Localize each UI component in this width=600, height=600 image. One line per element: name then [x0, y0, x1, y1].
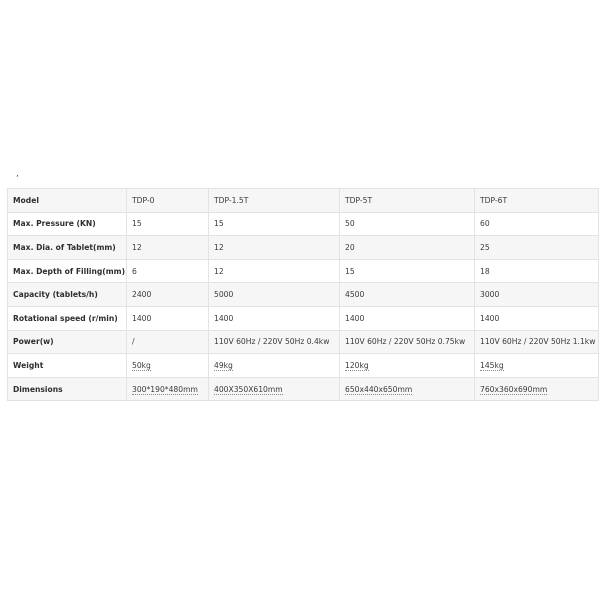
cell-tdp-0: [127, 377, 209, 401]
cell-tdp-1-5t: 12: [209, 259, 340, 283]
cell-tdp-1-5t: [209, 354, 340, 378]
cell-tdp-0: 15: [127, 212, 209, 236]
row-power: [8, 330, 599, 354]
row-max-dia: [8, 236, 599, 260]
cell-tdp-5t: TDP-5T: [340, 189, 475, 213]
cell-tdp-5t: [340, 377, 475, 401]
row-rotational-speed: [8, 306, 599, 330]
cell-tdp-0: 2400: [127, 283, 209, 307]
cell-tdp-1-5t: 15: [209, 212, 340, 236]
specifications-table: [7, 188, 599, 401]
cell-tdp-5t: [340, 354, 475, 378]
row-max-pressure: [8, 212, 599, 236]
row-weight: [8, 354, 599, 378]
row-label: Max. Dia. of Tablet(mm): [8, 236, 127, 260]
cell-tdp-1-5t: [209, 377, 340, 401]
cell-tdp-6t: 60: [475, 212, 599, 236]
cell-tdp-6t: 18: [475, 259, 599, 283]
row-label: Rotational speed (r/min): [8, 306, 127, 330]
row-label: Max. Pressure (KN): [8, 212, 127, 236]
row-dimensions: [8, 377, 599, 401]
cell-tdp-6t: 25: [475, 236, 599, 260]
cell-tdp-5t: 110V 60Hz / 220V 50Hz 0.75kw: [340, 330, 475, 354]
cell-tdp-0: [127, 354, 209, 378]
cell-tdp-1-5t: 110V 60Hz / 220V 50Hz 0.4kw: [209, 330, 340, 354]
weight-value: 120kg: [345, 360, 369, 370]
weight-value: 49kg: [214, 360, 233, 370]
cell-tdp-5t: 15: [340, 259, 475, 283]
cell-tdp-1-5t: TDP-1.5T: [209, 189, 340, 213]
weight-value: 50kg: [132, 360, 151, 370]
cell-tdp-0: 12: [127, 236, 209, 260]
cell-tdp-5t: 4500: [340, 283, 475, 307]
cell-tdp-5t: 1400: [340, 306, 475, 330]
row-capacity: [8, 283, 599, 307]
cell-tdp-6t: [475, 377, 599, 401]
cell-tdp-6t: 1400: [475, 306, 599, 330]
cell-tdp-0: 6: [127, 259, 209, 283]
dimensions-value: 760x360x690mm: [480, 384, 548, 394]
cell-tdp-1-5t: 5000: [209, 283, 340, 307]
row-label: Model: [8, 189, 127, 213]
row-model: [8, 189, 599, 213]
dimensions-value: 300*190*480mm: [132, 384, 198, 394]
cell-tdp-0: 1400: [127, 306, 209, 330]
cell-tdp-5t: 20: [340, 236, 475, 260]
cell-tdp-1-5t: 12: [209, 236, 340, 260]
stray-mark: ,: [16, 169, 19, 179]
cell-tdp-6t: TDP-6T: [475, 189, 599, 213]
row-label: Power(w): [8, 330, 127, 354]
dimensions-value: 650x440x650mm: [345, 384, 413, 394]
row-label: Capacity (tablets/h): [8, 283, 127, 307]
row-max-depth: [8, 259, 599, 283]
cell-tdp-0: /: [127, 330, 209, 354]
cell-tdp-5t: 50: [340, 212, 475, 236]
cell-tdp-0: TDP-0: [127, 189, 209, 213]
cell-tdp-6t: [475, 354, 599, 378]
weight-value: 145kg: [480, 360, 504, 370]
row-label: Dimensions: [8, 377, 127, 401]
row-label: Weight: [8, 354, 127, 378]
dimensions-value: 400X350X610mm: [214, 384, 283, 394]
cell-tdp-1-5t: 1400: [209, 306, 340, 330]
cell-tdp-6t: 3000: [475, 283, 599, 307]
row-label: Max. Depth of Filling(mm): [8, 259, 127, 283]
cell-tdp-6t: 110V 60Hz / 220V 50Hz 1.1kw: [475, 330, 599, 354]
